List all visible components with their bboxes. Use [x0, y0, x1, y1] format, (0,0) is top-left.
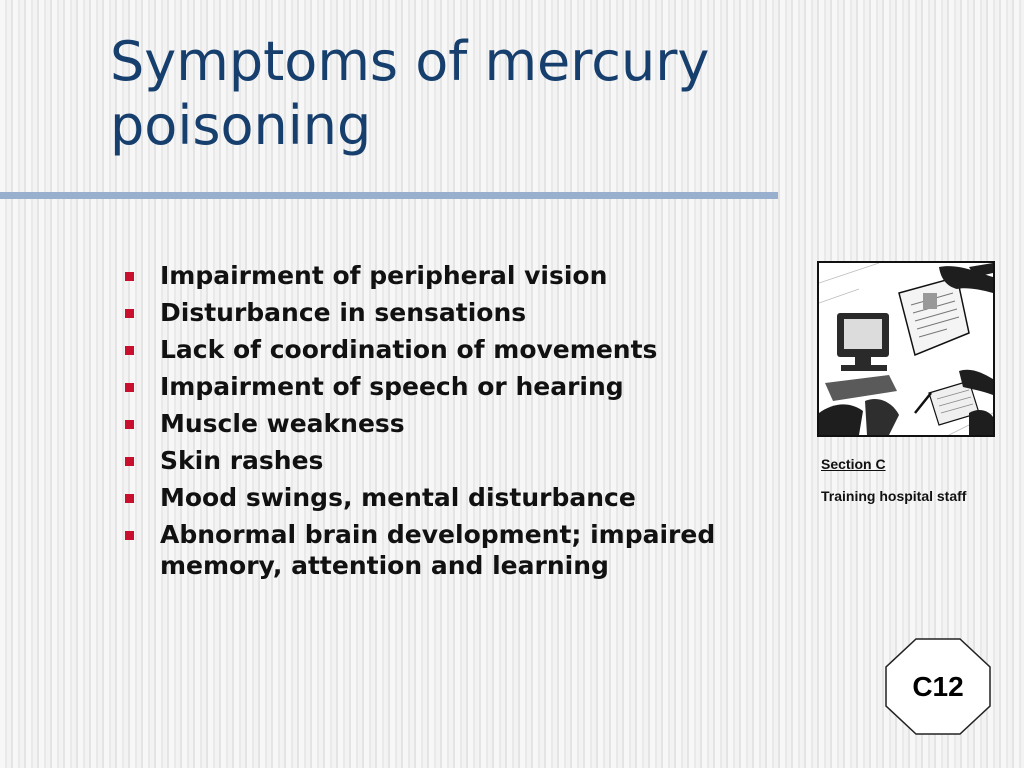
symptom-item: [122, 297, 762, 328]
symptom-text: Impairment of speech or hearing: [160, 372, 624, 401]
audience-label: Training hospital staff: [821, 488, 967, 504]
slide-code-badge: [885, 638, 991, 735]
slide-title: Symptoms of mercury poisoning: [110, 30, 710, 157]
badge-label: C12: [912, 670, 964, 702]
clipart-drawing: [819, 263, 993, 435]
symptom-text: Disturbance in sensations: [160, 298, 527, 327]
section-link[interactable]: Section C: [821, 456, 886, 472]
symptom-item: [122, 519, 762, 581]
square-bullet-icon: [125, 457, 134, 466]
square-bullet-icon: [125, 346, 134, 355]
symptom-text: Muscle weakness: [160, 409, 405, 438]
square-bullet-icon: [125, 531, 134, 540]
symptom-list: [122, 260, 762, 587]
hospital-staff-clipart: [817, 261, 995, 437]
symptom-text: Impairment of peripheral vision: [160, 261, 608, 290]
symptom-item: [122, 371, 762, 402]
symptom-text: Lack of coordination of movements: [160, 335, 658, 364]
symptom-item: [122, 334, 762, 365]
square-bullet-icon: [125, 383, 134, 392]
symptom-item: [122, 482, 762, 513]
title-divider: [0, 192, 778, 199]
square-bullet-icon: [125, 494, 134, 503]
symptom-text: Skin rashes: [160, 446, 324, 475]
symptom-item: [122, 408, 762, 439]
square-bullet-icon: [125, 272, 134, 281]
square-bullet-icon: [125, 309, 134, 318]
square-bullet-icon: [125, 420, 134, 429]
symptom-item: [122, 445, 762, 476]
symptom-text: Abnormal brain development; impaired memory, attention and learning: [160, 520, 716, 580]
symptom-item: [122, 260, 762, 291]
symptom-text: Mood swings, mental disturbance: [160, 483, 636, 512]
